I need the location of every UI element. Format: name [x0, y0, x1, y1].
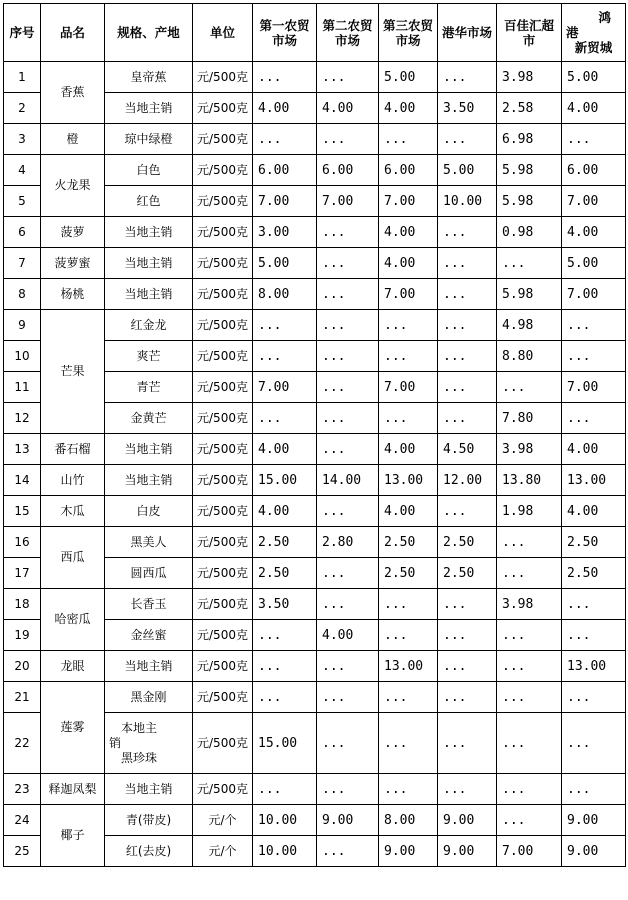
cell-price-market-5: ...	[497, 651, 562, 682]
cell-price-market-5: 2.58	[497, 93, 562, 124]
cell-price-market-4: 2.50	[438, 558, 497, 589]
cell-price-market-2: 9.00	[317, 805, 379, 836]
cell-no: 5	[4, 186, 41, 217]
cell-product-name: 西瓜	[41, 527, 105, 589]
cell-price-market-5: 8.80	[497, 341, 562, 372]
cell-price-market-4: ...	[438, 217, 497, 248]
table-row	[4, 248, 626, 279]
table-row	[4, 589, 626, 620]
cell-spec: 当地主销	[105, 651, 193, 682]
table-row	[4, 496, 626, 527]
cell-unit: 元/500克	[193, 403, 253, 434]
cell-price-market-3: 4.00	[379, 217, 438, 248]
cell-no: 4	[4, 155, 41, 186]
cell-spec: 爽芒	[105, 341, 193, 372]
cell-price-market-2: ...	[317, 217, 379, 248]
cell-no: 2	[4, 93, 41, 124]
cell-no: 3	[4, 124, 41, 155]
cell-price-market-4: ...	[438, 248, 497, 279]
cell-price-market-4: 2.50	[438, 527, 497, 558]
cell-price-market-4: 9.00	[438, 805, 497, 836]
cell-price-market-2: 7.00	[317, 186, 379, 217]
table-row	[4, 651, 626, 682]
cell-spec: 白皮	[105, 496, 193, 527]
table-row	[4, 217, 626, 248]
cell-product-name: 菠萝蜜	[41, 248, 105, 279]
cell-product-name: 杨桃	[41, 279, 105, 310]
cell-price-market-4: ...	[438, 682, 497, 713]
cell-price-market-1: 15.00	[253, 465, 317, 496]
cell-price-market-2: ...	[317, 248, 379, 279]
cell-price-market-6: 13.00	[562, 465, 626, 496]
cell-price-market-2: 14.00	[317, 465, 379, 496]
cell-price-market-6: 9.00	[562, 805, 626, 836]
cell-unit: 元/500克	[193, 341, 253, 372]
header-market-3-line-1: 第三农贸	[382, 17, 433, 33]
header-market-3-line-2: 市场	[395, 32, 421, 48]
cell-no: 20	[4, 651, 41, 682]
cell-no: 1	[4, 62, 41, 93]
price-table	[3, 3, 626, 867]
cell-price-market-4: ...	[438, 651, 497, 682]
cell-price-market-5: ...	[497, 527, 562, 558]
cell-spec: 金黄芒	[105, 403, 193, 434]
cell-price-market-5: 13.80	[497, 465, 562, 496]
cell-spec: 当地主销	[105, 774, 193, 805]
header-market-5-line-1: 百佳汇超	[503, 17, 554, 33]
cell-price-market-2: ...	[317, 836, 379, 867]
header-market-2-line-2: 市场	[334, 32, 360, 48]
cell-spec: 当地主销	[105, 217, 193, 248]
cell-spec: 琼中绿橙	[105, 124, 193, 155]
cell-price-market-6: ...	[562, 403, 626, 434]
cell-spec: 青(带皮)	[105, 805, 193, 836]
cell-no: 11	[4, 372, 41, 403]
cell-price-market-3: ...	[379, 124, 438, 155]
cell-price-market-6: 4.00	[562, 434, 626, 465]
cell-price-market-4: 4.50	[438, 434, 497, 465]
cell-price-market-4: ...	[438, 62, 497, 93]
cell-price-market-2: ...	[317, 682, 379, 713]
cell-product-name: 椰子	[41, 805, 105, 867]
cell-price-market-4: ...	[438, 279, 497, 310]
table-body	[4, 62, 626, 867]
cell-price-market-5: ...	[497, 372, 562, 403]
cell-price-market-6: ...	[562, 774, 626, 805]
cell-product-name: 番石榴	[41, 434, 105, 465]
cell-price-market-3: 2.50	[379, 527, 438, 558]
cell-price-market-6: 2.50	[562, 558, 626, 589]
cell-no: 18	[4, 589, 41, 620]
table-row	[4, 434, 626, 465]
cell-unit: 元/500克	[193, 186, 253, 217]
cell-spec-line: 黑珍珠	[121, 750, 158, 765]
cell-price-market-5: 7.80	[497, 403, 562, 434]
table-row	[4, 310, 626, 341]
cell-price-market-6: 9.00	[562, 836, 626, 867]
cell-price-market-2: ...	[317, 372, 379, 403]
cell-price-market-3: 7.00	[379, 186, 438, 217]
cell-price-market-2: ...	[317, 279, 379, 310]
cell-price-market-1: 6.00	[253, 155, 317, 186]
cell-unit: 元/500克	[193, 465, 253, 496]
cell-price-market-3: 4.00	[379, 248, 438, 279]
cell-no: 12	[4, 403, 41, 434]
cell-unit: 元/500克	[193, 279, 253, 310]
cell-no: 16	[4, 527, 41, 558]
cell-price-market-5: ...	[497, 713, 562, 774]
cell-unit: 元/500克	[193, 310, 253, 341]
cell-price-market-2: ...	[317, 124, 379, 155]
cell-price-market-1: 3.00	[253, 217, 317, 248]
cell-price-market-2: 6.00	[317, 155, 379, 186]
cell-price-market-1: ...	[253, 341, 317, 372]
cell-unit: 元/500克	[193, 620, 253, 651]
cell-product-name: 龙眼	[41, 651, 105, 682]
cell-price-market-1: ...	[253, 62, 317, 93]
cell-price-market-3: 4.00	[379, 434, 438, 465]
cell-price-market-6: 6.00	[562, 155, 626, 186]
cell-price-market-4: ...	[438, 372, 497, 403]
cell-price-market-3: 8.00	[379, 805, 438, 836]
cell-price-market-1: 4.00	[253, 496, 317, 527]
cell-price-market-1: ...	[253, 403, 317, 434]
cell-price-market-5: 6.98	[497, 124, 562, 155]
cell-no: 17	[4, 558, 41, 589]
cell-price-market-1: 7.00	[253, 186, 317, 217]
cell-price-market-6: 7.00	[562, 279, 626, 310]
cell-unit: 元/500克	[193, 93, 253, 124]
table-row	[4, 465, 626, 496]
cell-price-market-3: ...	[379, 682, 438, 713]
cell-spec: 当地主销	[105, 279, 193, 310]
cell-price-market-1: ...	[253, 124, 317, 155]
cell-price-market-4: ...	[438, 496, 497, 527]
cell-price-market-2: ...	[317, 558, 379, 589]
cell-price-market-2: 2.80	[317, 527, 379, 558]
cell-price-market-3: 9.00	[379, 836, 438, 867]
cell-spec: 红色	[105, 186, 193, 217]
table-row	[4, 774, 626, 805]
cell-price-market-5: 5.98	[497, 155, 562, 186]
cell-price-market-3: 13.00	[379, 465, 438, 496]
table-row	[4, 527, 626, 558]
header-market-1-line-1: 第一农贸	[259, 17, 310, 33]
header-market-1-line-2: 市场	[271, 32, 297, 48]
cell-price-market-6: 5.00	[562, 62, 626, 93]
header-market-2	[317, 4, 379, 62]
cell-unit: 元/500克	[193, 682, 253, 713]
cell-no: 14	[4, 465, 41, 496]
cell-price-market-5: 1.98	[497, 496, 562, 527]
cell-price-market-2: ...	[317, 713, 379, 774]
cell-unit: 元/500克	[193, 651, 253, 682]
cell-spec: 当地主销	[105, 465, 193, 496]
cell-unit: 元/500克	[193, 589, 253, 620]
cell-price-market-4: ...	[438, 403, 497, 434]
cell-price-market-2: ...	[317, 403, 379, 434]
cell-unit: 元/500克	[193, 434, 253, 465]
cell-price-market-5: ...	[497, 620, 562, 651]
cell-price-market-4: ...	[438, 124, 497, 155]
cell-price-market-1: 10.00	[253, 836, 317, 867]
cell-unit: 元/个	[193, 836, 253, 867]
cell-price-market-5: 3.98	[497, 434, 562, 465]
cell-unit: 元/500克	[193, 496, 253, 527]
cell-no: 9	[4, 310, 41, 341]
cell-price-market-5: ...	[497, 558, 562, 589]
cell-spec: 长香玉	[105, 589, 193, 620]
cell-no: 19	[4, 620, 41, 651]
header-unit: 单位	[193, 4, 253, 62]
cell-price-market-1: 2.50	[253, 558, 317, 589]
header-market-5	[497, 4, 562, 62]
cell-product-name: 莲雾	[41, 682, 105, 774]
cell-product-name: 山竹	[41, 465, 105, 496]
cell-price-market-2: 4.00	[317, 620, 379, 651]
cell-product-name: 释迦凤梨	[41, 774, 105, 805]
cell-price-market-5: ...	[497, 774, 562, 805]
cell-spec-line: 本地主	[121, 720, 158, 735]
cell-price-market-3: ...	[379, 589, 438, 620]
table-row	[4, 124, 626, 155]
cell-price-market-2: ...	[317, 62, 379, 93]
cell-price-market-3: ...	[379, 620, 438, 651]
cell-spec: 皇帝蕉	[105, 62, 193, 93]
cell-price-market-3: ...	[379, 341, 438, 372]
cell-unit: 元/500克	[193, 155, 253, 186]
cell-price-market-2: ...	[317, 341, 379, 372]
cell-price-market-4: ...	[438, 341, 497, 372]
header-market-6-line-2: 港	[566, 25, 579, 40]
cell-price-market-3: ...	[379, 310, 438, 341]
cell-price-market-3: ...	[379, 403, 438, 434]
cell-spec: 红金龙	[105, 310, 193, 341]
cell-price-market-5: 4.98	[497, 310, 562, 341]
cell-price-market-1: 3.50	[253, 589, 317, 620]
header-market-3	[379, 4, 438, 62]
cell-product-name: 菠萝	[41, 217, 105, 248]
cell-price-market-5: ...	[497, 248, 562, 279]
cell-no: 21	[4, 682, 41, 713]
cell-price-market-4: 9.00	[438, 836, 497, 867]
cell-price-market-4: ...	[438, 620, 497, 651]
cell-product-name: 芒果	[41, 310, 105, 434]
cell-price-market-5: 5.98	[497, 186, 562, 217]
cell-unit: 元/500克	[193, 62, 253, 93]
cell-price-market-5: 3.98	[497, 62, 562, 93]
cell-price-market-5: ...	[497, 682, 562, 713]
cell-price-market-6: 4.00	[562, 93, 626, 124]
cell-price-market-6: 4.00	[562, 496, 626, 527]
cell-price-market-1: 15.00	[253, 713, 317, 774]
cell-no: 25	[4, 836, 41, 867]
cell-price-market-1: 4.00	[253, 93, 317, 124]
cell-price-market-6: 13.00	[562, 651, 626, 682]
cell-unit: 元/500克	[193, 527, 253, 558]
cell-unit: 元/500克	[193, 372, 253, 403]
cell-spec: 当地主销	[105, 93, 193, 124]
cell-price-market-1: 4.00	[253, 434, 317, 465]
cell-price-market-2: ...	[317, 651, 379, 682]
cell-price-market-2: ...	[317, 774, 379, 805]
cell-price-market-3: 6.00	[379, 155, 438, 186]
header-market-2-line-1: 第二农贸	[322, 17, 373, 33]
cell-price-market-1: 5.00	[253, 248, 317, 279]
cell-price-market-5: ...	[497, 805, 562, 836]
cell-unit: 元/500克	[193, 774, 253, 805]
cell-price-market-6: 7.00	[562, 186, 626, 217]
cell-unit: 元/500克	[193, 558, 253, 589]
cell-no: 22	[4, 713, 41, 774]
cell-no: 6	[4, 217, 41, 248]
cell-unit: 元/500克	[193, 217, 253, 248]
cell-price-market-2: ...	[317, 434, 379, 465]
table-row	[4, 805, 626, 836]
cell-price-market-1: ...	[253, 774, 317, 805]
cell-price-market-6: ...	[562, 124, 626, 155]
cell-price-market-6: 2.50	[562, 527, 626, 558]
cell-spec: 白色	[105, 155, 193, 186]
cell-spec: 红(去皮)	[105, 836, 193, 867]
cell-price-market-3: 4.00	[379, 496, 438, 527]
cell-price-market-5: 3.98	[497, 589, 562, 620]
table-row	[4, 62, 626, 93]
cell-price-market-6: ...	[562, 310, 626, 341]
cell-price-market-5: 5.98	[497, 279, 562, 310]
cell-price-market-3: 13.00	[379, 651, 438, 682]
cell-price-market-1: ...	[253, 651, 317, 682]
cell-price-market-1: ...	[253, 620, 317, 651]
cell-spec: 黑金刚	[105, 682, 193, 713]
cell-price-market-3: ...	[379, 713, 438, 774]
cell-product-name: 哈密瓜	[41, 589, 105, 651]
cell-no: 7	[4, 248, 41, 279]
cell-price-market-1: ...	[253, 682, 317, 713]
cell-price-market-6: ...	[562, 341, 626, 372]
header-name: 品名	[41, 4, 105, 62]
cell-no: 10	[4, 341, 41, 372]
cell-product-name: 木瓜	[41, 496, 105, 527]
cell-price-market-5: 7.00	[497, 836, 562, 867]
header-no: 序号	[4, 4, 41, 62]
cell-spec: 当地主销	[105, 248, 193, 279]
cell-price-market-4: ...	[438, 713, 497, 774]
header-market-5-line-2: 市	[522, 32, 536, 48]
cell-price-market-3: 2.50	[379, 558, 438, 589]
cell-price-market-6: 4.00	[562, 217, 626, 248]
cell-price-market-3: 7.00	[379, 372, 438, 403]
cell-spec: 黑美人	[105, 527, 193, 558]
cell-price-market-4: 10.00	[438, 186, 497, 217]
cell-unit: 元/500克	[193, 713, 253, 774]
table-row	[4, 682, 626, 713]
cell-price-market-6: ...	[562, 713, 626, 774]
cell-price-market-4: ...	[438, 589, 497, 620]
cell-price-market-4: 12.00	[438, 465, 497, 496]
cell-unit: 元/500克	[193, 124, 253, 155]
cell-spec: 金丝蜜	[105, 620, 193, 651]
cell-spec-line: 销	[109, 735, 122, 750]
cell-price-market-3: ...	[379, 774, 438, 805]
header-market-4: 港华市场	[438, 4, 497, 62]
cell-no: 8	[4, 279, 41, 310]
cell-price-market-6: 5.00	[562, 248, 626, 279]
cell-price-market-4: 3.50	[438, 93, 497, 124]
cell-price-market-5: 0.98	[497, 217, 562, 248]
table-row	[4, 155, 626, 186]
header-spec: 规格、产地	[105, 4, 193, 62]
cell-product-name: 香蕉	[41, 62, 105, 124]
cell-spec: 圆西瓜	[105, 558, 193, 589]
cell-price-market-1: 10.00	[253, 805, 317, 836]
cell-price-market-3: 4.00	[379, 93, 438, 124]
table-row	[4, 279, 626, 310]
cell-price-market-4: ...	[438, 310, 497, 341]
cell-no: 23	[4, 774, 41, 805]
cell-spec	[105, 713, 193, 774]
cell-spec: 当地主销	[105, 434, 193, 465]
cell-unit: 元/500克	[193, 248, 253, 279]
cell-price-market-4: ...	[438, 774, 497, 805]
cell-price-market-3: 7.00	[379, 279, 438, 310]
cell-price-market-2: ...	[317, 310, 379, 341]
cell-price-market-6: ...	[562, 682, 626, 713]
cell-price-market-2: 4.00	[317, 93, 379, 124]
header-market-6-line-1: 鸿	[598, 10, 611, 25]
cell-price-market-6: 7.00	[562, 372, 626, 403]
cell-product-name: 火龙果	[41, 155, 105, 217]
header-market-6-line-3: 新贸城	[574, 40, 613, 55]
header-row	[4, 4, 626, 62]
cell-no: 24	[4, 805, 41, 836]
cell-no: 13	[4, 434, 41, 465]
cell-price-market-3: 5.00	[379, 62, 438, 93]
cell-price-market-6: ...	[562, 620, 626, 651]
cell-spec: 青芒	[105, 372, 193, 403]
header-market-1	[253, 4, 317, 62]
cell-price-market-1: 2.50	[253, 527, 317, 558]
cell-product-name: 橙	[41, 124, 105, 155]
cell-no: 15	[4, 496, 41, 527]
cell-price-market-6: ...	[562, 589, 626, 620]
cell-price-market-1: 7.00	[253, 372, 317, 403]
cell-price-market-1: ...	[253, 310, 317, 341]
cell-price-market-2: ...	[317, 589, 379, 620]
header-market-6	[562, 4, 626, 62]
cell-price-market-2: ...	[317, 496, 379, 527]
cell-unit: 元/个	[193, 805, 253, 836]
cell-price-market-1: 8.00	[253, 279, 317, 310]
cell-price-market-4: 5.00	[438, 155, 497, 186]
